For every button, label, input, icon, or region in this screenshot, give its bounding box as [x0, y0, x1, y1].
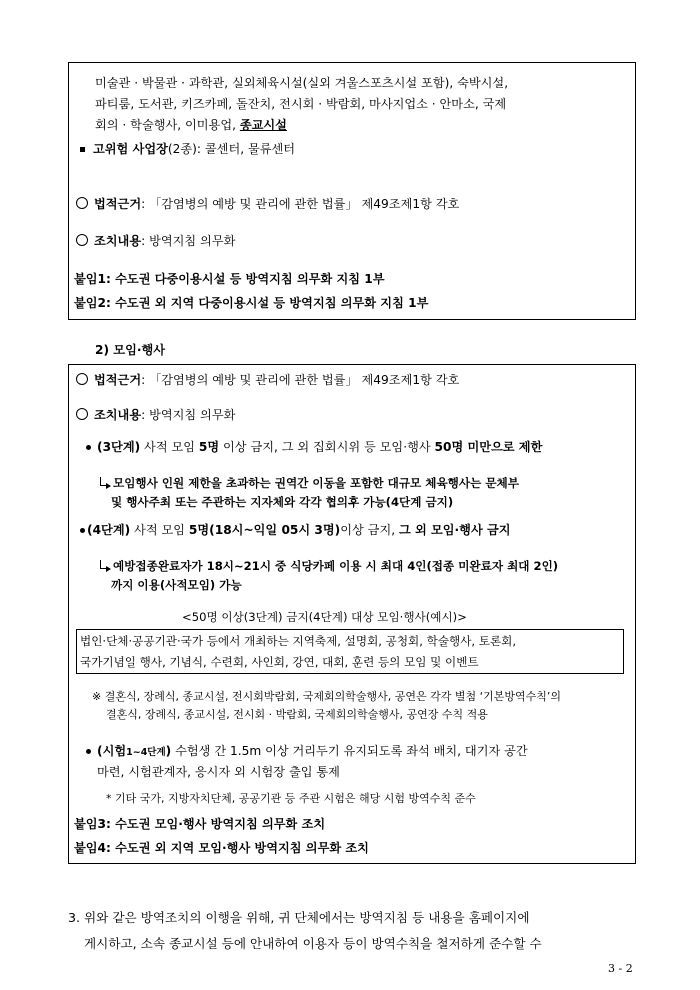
stage4-text-d: 그 외 모임·행사 금지 — [398, 523, 511, 537]
legal-basis-line-1 — [76, 195, 459, 212]
legal-basis-label: 법적근거 — [94, 373, 142, 387]
annex-1: 붙임1: 수도권 다중이용시설 등 방역지침 의무화 지침 1부 — [74, 272, 385, 286]
return-arrow-icon — [100, 477, 107, 486]
measure-line-1 — [76, 232, 235, 249]
annex-3: 붙임3: 수도권 모임·행사 방역지침 의무화 조치 — [74, 817, 326, 831]
facilities-line-2: 파티룸, 도서관, 키즈카페, 돌잔치, 전시회 · 박람회, 마사지업소 · 안마소, 국제 — [95, 97, 507, 111]
stage3-note-2: 및 행사주최 또는 주관하는 지자체와 각각 협의후 가능(4단계 금지) — [111, 495, 454, 509]
high-risk-line — [80, 140, 295, 157]
exam-line-2: 마련, 시험관계자, 응시자 외 시험장 출입 통제 — [97, 765, 340, 779]
return-arrow-icon — [100, 560, 107, 569]
stage4-note-line-1 — [100, 558, 558, 574]
example-line-1: 법인·단체·공공기관·국가 등에서 개최하는 지역축제, 설명회, 공청회, 학술행사, 토론회, — [80, 634, 517, 648]
stage4-note-2: 까지 이용(사적모임) 가능 — [111, 578, 242, 592]
stage4-label: (4단계) — [87, 523, 131, 537]
circle-bullet-icon — [76, 408, 88, 420]
stage4-text-c: 이상 금지, — [340, 523, 399, 537]
stage4-text-a: 사적 모임 — [130, 523, 189, 537]
section-heading-gatherings: 2) 모임·행사 — [95, 343, 166, 357]
stage4-line — [80, 521, 511, 538]
stage3-text-a: 사적 모임 — [140, 440, 199, 454]
exam-label-close: ) — [165, 744, 172, 758]
measure-label: 조치내용 — [94, 234, 142, 248]
circle-bullet-icon — [76, 234, 88, 246]
annex-2: 붙임2: 수도권 외 지역 다중이용시설 등 방역지침 의무화 지침 1부 — [74, 296, 429, 310]
stage3-text-b: 5명 — [198, 440, 220, 454]
round-bullet-icon — [86, 445, 91, 450]
exam-label-stages: 1~4단계 — [126, 747, 166, 758]
stage3-text-c: 이상 금지, 그 외 집회시위 등 모임·행사 — [219, 440, 435, 454]
annex-4: 붙임4: 수도권 외 지역 모임·행사 방역지침 의무화 조치 — [74, 841, 369, 855]
measure-line-2 — [76, 406, 235, 423]
measure-text: : 방역지침 의무화 — [141, 408, 236, 422]
circle-bullet-icon — [76, 373, 88, 385]
measure-text: : 방역지침 의무화 — [141, 234, 236, 248]
round-bullet-icon — [86, 749, 91, 754]
round-bullet-icon — [80, 528, 85, 533]
page-number: 3 - 2 — [608, 962, 633, 975]
stage3-note-1: 모임행사 인원 제한을 초과하는 권역간 이동을 포함한 대규모 체육행사는 문체부 — [113, 476, 519, 490]
remark-line-1: ※ 결혼식, 장례식, 종교시설, 전시회박람회, 국제회의학술행사, 공연은 각각 별첨 ‘기본방역수칙’의 — [92, 690, 561, 703]
high-risk-label: 고위험 사업장 — [93, 142, 168, 156]
exam-note: * 기타 국가, 지방자치단체, 공공기관 등 주관 시험은 해당 시험 방역수칙 준수 — [106, 792, 476, 805]
legal-basis-text: : 「감염병의 예방 및 관리에 관한 법률」 제49조제1항 각호 — [141, 197, 460, 211]
remark-line-2: 결혼식, 장례식, 종교시설, 전시회 · 박람회, 국제회의학술행사, 공연장 수칙 적용 — [106, 708, 488, 721]
stage3-note-line-1 — [100, 475, 519, 491]
exam-text-1: 수험생 간 1.5m 이상 거리두기 유지되도록 좌석 배치, 대기자 공간 — [171, 744, 528, 758]
legal-basis-text: : 「감염병의 예방 및 관리에 관한 법률」 제49조제1항 각호 — [141, 373, 460, 387]
stage3-line — [86, 438, 542, 455]
legal-basis-label: 법적근거 — [94, 197, 142, 211]
exam-line-1 — [86, 742, 528, 759]
measure-label: 조치내용 — [94, 408, 142, 422]
religious-facility-label: 종교시설 — [239, 118, 287, 132]
facilities-line-3 — [95, 116, 287, 133]
legal-basis-line-2 — [76, 371, 459, 388]
example-title: <50명 이상(3단계) 금지(4단계) 대상 모임·행사(예시)> — [182, 610, 467, 624]
paragraph-line-2: 게시하고, 소속 종교시설 등에 안내하여 이용자 등이 방역수칙을 철저하게 준수할 수 — [84, 936, 542, 951]
stage4-note-1: 예방접종완료자가 18시~21시 중 식당카페 이용 시 최대 4인(접종 미완료자 최대 2인) — [113, 559, 559, 573]
paragraph-line-1: 3. 위와 같은 방역조치의 이행을 위해, 귀 단체에서는 방역지침 등 내용을 홈페이지에 — [68, 910, 530, 925]
circle-bullet-icon — [76, 197, 88, 209]
square-bullet-icon — [80, 147, 85, 152]
high-risk-text: (2종): 콜센터, 물류센터 — [167, 142, 296, 156]
facilities-line-3-text: 회의 · 학술행사, 이미용업, — [95, 118, 240, 132]
facilities-line-1: 미술관 · 박물관 · 과학관, 실외체육시설(실외 겨울스포츠시설 포함), 숙박시설, — [95, 76, 509, 90]
stage3-label: (3단계) — [97, 440, 141, 454]
stage3-text-d: 50명 미만으로 제한 — [434, 440, 543, 454]
stage4-text-b: 5명(18시~익일 05시 3명) — [188, 523, 341, 537]
example-line-2: 국가기념일 행사, 기념식, 수련회, 사인회, 강연, 대회, 훈련 등의 모임 및 이벤트 — [80, 655, 479, 669]
exam-label: (시험 — [97, 744, 127, 758]
